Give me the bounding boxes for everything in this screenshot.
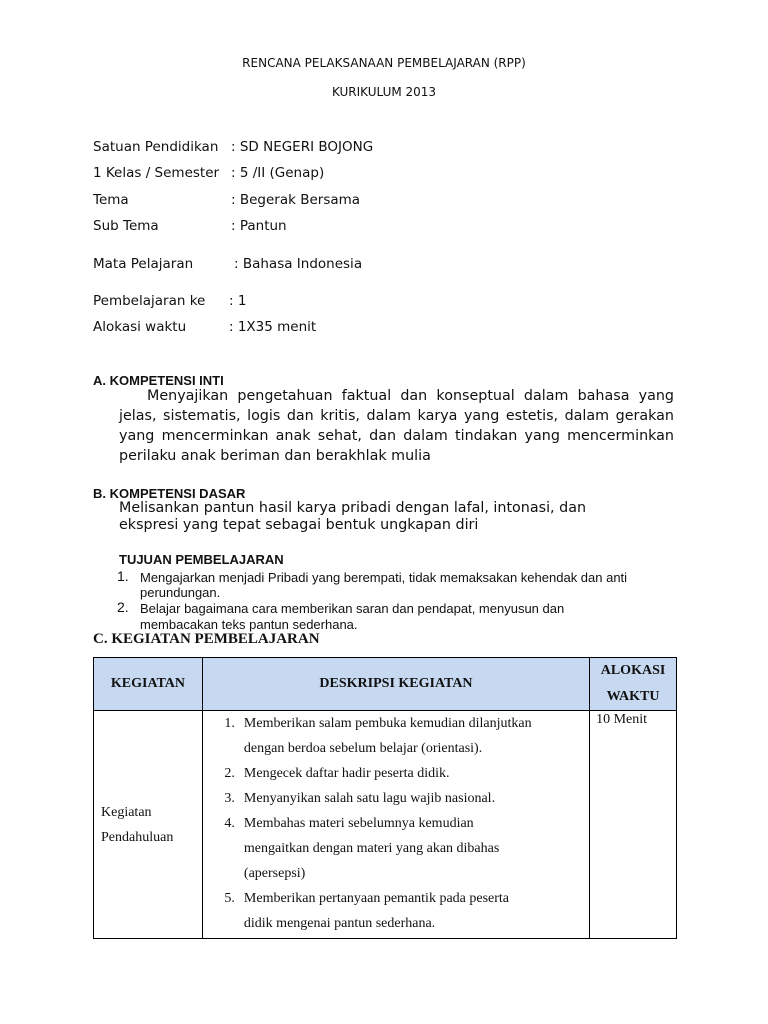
info-value-tema: : Begerak Bersama bbox=[231, 192, 361, 208]
list-item-number: 5. bbox=[224, 891, 235, 906]
list-item-number: 2. bbox=[224, 766, 235, 781]
kegiatan-line-1: Kegiatan bbox=[101, 804, 152, 820]
tujuan-heading: TUJUAN PEMBELAJARAN bbox=[119, 552, 284, 567]
info-label-alokasi: Alokasi waktu bbox=[93, 319, 187, 335]
list-item bbox=[215, 711, 585, 761]
kegiatan-line-2: Pendahuluan bbox=[101, 829, 174, 845]
tujuan-item-2-number: 2. bbox=[117, 599, 129, 615]
tujuan-item-1-line-1: Mengajarkan menjadi Pribadi yang berempati, tidak memaksakan kehendak dan anti bbox=[140, 570, 628, 585]
info-label-satuan: Satuan Pendidikan bbox=[93, 139, 219, 155]
tujuan-item-2-line-2: membacakan teks pantun sederhana. bbox=[140, 617, 358, 632]
cell-deskripsi bbox=[202, 711, 589, 939]
list-item-number: 1. bbox=[224, 716, 235, 731]
info-value-kelas: : 5 /II (Genap) bbox=[231, 165, 325, 181]
info-label-mapel: Mata Pelajaran bbox=[93, 256, 194, 272]
tujuan-item-1-number: 1. bbox=[117, 568, 129, 584]
list-item-line: mengaitkan dengan materi yang akan dibahas bbox=[243, 841, 500, 856]
section-b-heading: B. KOMPETENSI DASAR bbox=[93, 486, 246, 501]
tujuan-item-2-line-1: Belajar bagaimana cara memberikan saran dan pendapat, menyusun dan bbox=[140, 601, 565, 616]
list-item-line: Memberikan pertanyaan pemantik pada peserta bbox=[243, 891, 510, 906]
list-item-number: 3. bbox=[224, 791, 235, 806]
list-item bbox=[215, 886, 585, 936]
section-a-text: Menyajikan pengetahuan faktual dan konseptual dalam bahasa yang jelas, sistematis, logis dan kritis, dalam karya yang estetis, dalam gerakan yang mencerminkan anak sehat, dan dalam tindakan yang mencerminkan perilaku anak beriman dan berakhlak mulia bbox=[119, 388, 674, 464]
document-title: RENCANA PELAKSANAAN PEMBELAJARAN (RPP) bbox=[242, 56, 526, 70]
deskripsi-list bbox=[215, 711, 585, 936]
info-value-alokasi: : 1X35 menit bbox=[229, 319, 317, 335]
cell-kegiatan bbox=[94, 711, 203, 939]
table-row bbox=[94, 711, 677, 939]
list-item-line: Menyanyikan salah satu lagu wajib nasional. bbox=[243, 791, 496, 806]
section-a-heading: A. KOMPETENSI INTI bbox=[93, 373, 224, 388]
info-value-mapel: : Bahasa Indonesia bbox=[234, 256, 363, 272]
info-label-kelas: 1 Kelas / Semester bbox=[93, 165, 220, 181]
list-item bbox=[215, 811, 585, 886]
list-item-number: 4. bbox=[224, 816, 235, 831]
list-item-line: Mengecek daftar hadir peserta didik. bbox=[243, 766, 450, 781]
list-item-line: Memberikan salam pembuka kemudian dilanjutkan bbox=[243, 716, 532, 731]
tujuan-item-1-line-2: perundungan. bbox=[140, 585, 221, 600]
section-c-heading: C. KEGIATAN PEMBELAJARAN bbox=[93, 631, 320, 647]
list-item-line: didik mengenai pantun sederhana. bbox=[243, 916, 436, 931]
info-value-satuan: : SD NEGERI BOJONG bbox=[231, 139, 374, 155]
info-label-subtema: Sub Tema bbox=[93, 218, 159, 234]
info-label-pembelajaran: Pembelajaran ke bbox=[93, 293, 206, 309]
section-b-text: Melisankan pantun hasil karya pribadi dengan lafal, intonasi, dan ekspresi yang tepat sebagai bentuk ungkapan diri bbox=[119, 500, 587, 533]
list-item-line: Membahas materi sebelumnya kemudian bbox=[243, 816, 474, 831]
list-item-line: (apersepsi) bbox=[243, 866, 306, 881]
list-item bbox=[215, 786, 585, 811]
header-alokasi-line-2: WAKTU bbox=[606, 689, 660, 704]
info-label-tema: Tema bbox=[93, 192, 129, 208]
header-alokasi-line-1: ALOKASI bbox=[600, 663, 666, 678]
list-item-line: dengan berdoa sebelum belajar (orientasi). bbox=[243, 741, 483, 756]
info-value-pembelajaran: : 1 bbox=[229, 293, 247, 309]
header-alokasi bbox=[590, 658, 677, 711]
header-deskripsi: DESKRIPSI KEGIATAN bbox=[202, 658, 589, 711]
info-value-subtema: : Pantun bbox=[231, 218, 287, 234]
cell-alokasi: 10 Menit bbox=[590, 711, 677, 939]
header-kegiatan: KEGIATAN bbox=[94, 658, 203, 711]
kegiatan-table bbox=[93, 657, 677, 939]
document-subtitle: KURIKULUM 2013 bbox=[331, 85, 437, 99]
table-header-row bbox=[94, 658, 677, 711]
list-item bbox=[215, 761, 585, 786]
